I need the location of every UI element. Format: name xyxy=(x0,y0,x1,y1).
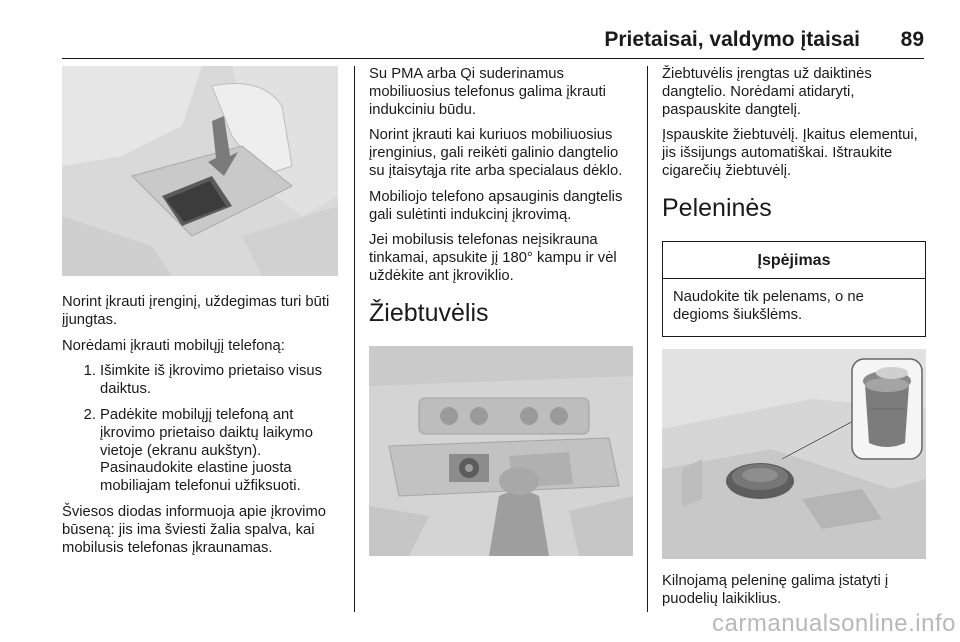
figure-caption: Kilnojamą peleninę galima įstatyti į puodelių laikiklius. xyxy=(662,573,889,608)
paragraph: Šviesos diodas informuoja apie įkrovimo būseną: jis ima šviesti žalia spalva, kai mobilusis telefonas įkraunamas. xyxy=(62,503,327,556)
page-header xyxy=(62,28,924,58)
column-divider-1 xyxy=(354,66,355,612)
wireless-charger-illustration xyxy=(62,66,338,276)
ashtray-illustration xyxy=(662,349,926,559)
watermark: carmanualsonline.info xyxy=(712,610,956,637)
paragraph: Norint įkrauti kai kuriuos mobiliuosius įrenginius, gali reikėti galinio dangtelio su įtaisytąja rite arba specialaus dėklo. xyxy=(369,127,623,179)
step-text: Padėkite mobilųjį telefoną ant įkrovimo prietaiso daiktų laikymo vietoje (ekranu aukštyn). Pasinaudokite elastine juosta mobiliajam telefonui užfiksuoti. xyxy=(100,406,313,495)
paragraph: Norint įkrauti įrenginį, uždegimas turi būti įjungtas. xyxy=(62,294,330,328)
warning-box xyxy=(662,241,926,338)
column-2 xyxy=(369,66,633,556)
paragraph: Norėdami įkrauti mobilųjį telefoną: xyxy=(62,337,285,354)
section-heading: Žiebtuvėlis xyxy=(369,298,489,327)
header-rule xyxy=(62,58,924,59)
warning-title: Įspėjimas xyxy=(663,242,925,279)
step-number: 1. xyxy=(83,363,96,380)
paragraph: Jei mobilusis telefonas neįsikrauna tinkamai, apsukite jį 180° kampu ir vėl uždėkite ant įkroviklio. xyxy=(369,232,617,284)
step-number: 2. xyxy=(83,406,96,423)
page-number: 89 xyxy=(900,28,924,51)
paragraph: Su PMA arba Qi suderinamus mobiliuosius telefonus galima įkrauti indukciniu būdu. xyxy=(369,66,606,118)
instruction-steps xyxy=(62,363,338,496)
section-title: Prietaisai, valdymo įtaisai xyxy=(604,28,860,51)
column-1 xyxy=(62,66,338,565)
paragraph: Žiebtuvėlis įrengtas už daiktinės dangtelio. Norėdami atidaryti, paspauskite dangtelį. xyxy=(662,66,872,118)
step-text: Išimkite iš įkrovimo prietaiso visus daiktus. xyxy=(100,363,323,398)
paragraph: Mobiliojo telefono apsauginis dangtelis gali sulėtinti indukcinį įkrovimą. xyxy=(369,188,623,223)
section-heading: Peleninės xyxy=(662,193,772,222)
column-3 xyxy=(662,66,926,617)
step-item xyxy=(62,363,338,399)
column-divider-2 xyxy=(647,66,648,612)
paragraph: Įspauskite žiebtuvėlį. Įkaitus elementui, jis išsijungs automatiškai. Ištraukite cigarečių žiebtuvėlį. xyxy=(662,127,918,179)
cigarette-lighter-illustration xyxy=(369,346,633,556)
warning-text: Naudokite tik pelenams, o ne degioms šiukšlėms. xyxy=(673,288,864,323)
step-item xyxy=(62,407,338,496)
